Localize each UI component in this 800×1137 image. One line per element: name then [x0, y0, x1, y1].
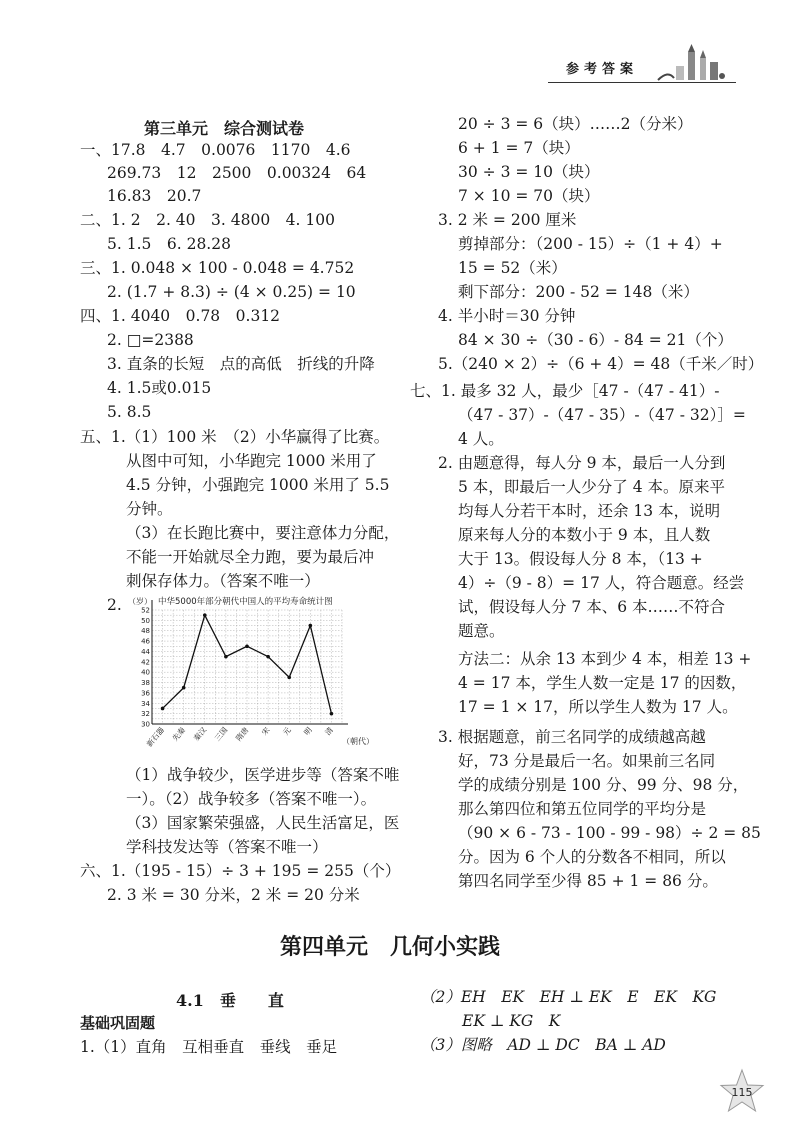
chart-y-tick-label: 40 — [141, 668, 150, 677]
answer-line: （3）国家繁荣强盛，人民生活富足，医 — [126, 814, 400, 832]
answer-line: 5. 1.5 6. 28.28 — [107, 235, 231, 253]
answer-line: 剪掉部分：（200 - 15）÷（1 + 4）+ — [458, 235, 723, 253]
answer-line: （3）图略 AD ⊥ DC BA ⊥ AD — [420, 1036, 666, 1054]
answer-line: （3）在长跑比赛中，要注意体力分配， — [126, 524, 400, 542]
chart-y-tick-label: 50 — [141, 616, 150, 625]
answer-line: 五、1.（1）100 米 （2）小华赢得了比赛。 — [80, 428, 390, 446]
chart-ylabel: （岁） — [128, 597, 152, 606]
answer-line: 分。因为 6 个人的分数各不相同，所以 — [458, 848, 726, 866]
answer-line: 17 = 1 × 17，所以学生人数为 17 人。 — [458, 698, 738, 716]
answer-line: （90 × 6 - 73 - 100 - 99 - 98）÷ 2 = 85 — [458, 824, 761, 842]
answer-line: 4. 半小时＝30 分钟 — [438, 307, 576, 325]
answer-line: 15 = 52（米） — [458, 259, 567, 277]
chart-point — [182, 686, 186, 690]
answer-line: 16.83 20.7 — [107, 187, 202, 205]
answer-line: 从图中可知，小华跑完 1000 米用了 — [126, 452, 377, 470]
answer-line: 一）。（2）战争较多（答案不唯一）。 — [126, 790, 377, 808]
answer-line: 六、1.（195 - 15）÷ 3 + 195 = 255（个） — [80, 862, 401, 880]
chart-y-tick-label: 52 — [141, 606, 150, 615]
answer-line: 学的成绩分别是 100 分、99 分、98 分， — [458, 776, 749, 794]
chart-xlabel: （朝代） — [342, 737, 374, 746]
answer-line: 一、17.8 4.7 0.0076 1170 4.6 — [80, 141, 351, 159]
chart-x-ticks — [144, 724, 335, 748]
answer-line: 4 人。 — [458, 430, 504, 448]
answer-line: 学科技发达等（答案不唯一） — [126, 838, 328, 856]
answer-line: 5.（240 × 2）÷（6 + 4）= 48（千米／时） — [438, 355, 764, 373]
answer-line: 分钟。 — [126, 500, 173, 518]
answer-line: 方法二：从余 13 本到少 4 本，相差 13 + — [458, 650, 752, 668]
chart-y-tick-label: 36 — [141, 689, 150, 698]
chart-x-tick-label: 新石器 — [144, 725, 167, 749]
chart-title: 中华5000年部分朝代中国人的平均寿命统计图 — [158, 597, 333, 607]
answer-line: 第四名同学至少得 85 + 1 = 86 分。 — [458, 872, 718, 890]
answer-line: 2. □=2388 — [107, 331, 194, 349]
chart-x-tick-label: 隋唐 — [233, 725, 251, 743]
answer-line: 大于 13。假设每人分 8 本，（13 + — [458, 550, 703, 568]
page-number-badge — [718, 1068, 766, 1116]
chart-y-tick-label: 30 — [141, 720, 150, 729]
answer-line: 刺保存体力。（答案不唯一） — [126, 572, 320, 590]
answer-line: 1.（1）直角 互相垂直 垂线 垂足 — [80, 1038, 338, 1056]
answer-line: 269.73 12 2500 0.00324 64 — [107, 164, 367, 182]
life-expectancy-chart — [128, 594, 388, 754]
answer-line: 7 × 10 = 70（块） — [458, 187, 600, 205]
answer-line: （1）战争较少，医学进步等（答案不唯 — [126, 766, 400, 784]
chart-point — [224, 655, 228, 659]
pencil-decoration-icon — [654, 44, 740, 84]
chart-y-tick-label: 34 — [141, 699, 150, 708]
section-title: 4.1 垂 直 — [176, 991, 284, 1010]
answer-line: 2. 由题意得，每人分 9 本，最后一人分到 — [438, 454, 726, 472]
answer-line: 5 本，即最后一人少分了 4 本。原来平 — [458, 478, 726, 496]
chart-x-tick-label: 明 — [302, 725, 314, 738]
unit4-title: 第四单元 几何小实践 — [280, 935, 501, 960]
chart-point — [287, 676, 291, 680]
unit3-title: 第三单元 综合测试卷 — [144, 119, 305, 138]
chart-y-tick-label: 38 — [141, 679, 150, 688]
answer-line: （2）EH EK EH ⊥ EK E EK KG — [420, 988, 717, 1006]
answer-line: 3. 2 米 = 200 厘米 — [438, 211, 577, 229]
chart-point — [266, 655, 270, 659]
answer-line: （47 - 37）-（47 - 35）-（47 - 32）］= — [458, 406, 746, 424]
answer-line: 5. 8.5 — [107, 403, 152, 421]
answer-line: 七、1. 最多 32 人，最少［47 -（47 - 41）- — [410, 382, 720, 400]
chart-point — [330, 712, 334, 716]
answer-line: 试，假设每人分 7 本、6 本……不符合 — [458, 598, 726, 616]
chart-point — [309, 624, 313, 628]
chart-x-tick-label: 元 — [281, 725, 293, 738]
chart-y-tick-label: 44 — [141, 647, 150, 656]
answer-line: 三、1. 0.048 × 100 - 0.048 = 4.752 — [80, 259, 355, 277]
answer-line: 剩下部分：200 - 52 = 148（米） — [458, 283, 699, 301]
chart-point — [161, 707, 165, 711]
answer-line: 6 + 1 = 7（块） — [458, 139, 580, 157]
answer-line: 原来每人分的本数小于 9 本，且人数 — [458, 526, 711, 544]
answer-line: 不能一开始就尽全力跑，要为最后冲 — [126, 548, 375, 566]
header-label: 参考答案 — [566, 62, 639, 77]
answer-line: 30 ÷ 3 = 10（块） — [458, 163, 600, 181]
chart-y-tick-label: 42 — [141, 658, 150, 667]
chart-point — [203, 613, 207, 617]
chart-x-tick-label: 清 — [323, 725, 335, 738]
answer-line: 2. — [107, 596, 122, 614]
chart-x-tick-label: 先秦 — [170, 725, 188, 743]
answer-line: 二、1. 2 2. 40 3. 4800 4. 100 — [80, 211, 335, 229]
answer-line: 20 ÷ 3 = 6（块）……2（分米） — [458, 115, 693, 133]
answer-line: 3. 直条的长短 点的高低 折线的升降 — [107, 355, 375, 373]
answer-line: 好，73 分是最后一名。如果前三名同 — [458, 752, 716, 770]
answer-line: 4 = 17 本，学生人数一定是 17 的因数， — [458, 674, 747, 692]
chart-y-ticks — [141, 607, 150, 729]
chart-y-tick-label: 46 — [141, 637, 150, 646]
chart-x-tick-label: 三国 — [212, 725, 230, 743]
answer-line: 2. (1.7 + 8.3) ÷ (4 × 0.25) = 10 — [107, 283, 356, 301]
answer-line: 均每人分若干本时，还余 13 本，说明 — [458, 502, 721, 520]
answer-line: 四、1. 4040 0.78 0.312 — [80, 307, 281, 325]
answer-line: 2. 3 米 = 30 分米，2 米 = 20 分米 — [107, 886, 360, 904]
page-number: 115 — [731, 1086, 753, 1099]
answer-line: 那么第四位和第五位同学的平均分是 — [458, 800, 707, 818]
chart-grid — [152, 610, 342, 724]
answer-line: 84 × 30 ÷（30 - 6）- 84 = 21（个） — [458, 331, 733, 349]
answer-line: EK ⊥ KG K — [462, 1012, 561, 1030]
chart-x-tick-label: 宋 — [259, 725, 272, 738]
answer-line: 3. 根据题意，前三名同学的成绩越高越 — [438, 728, 706, 746]
answer-line: 题意。 — [458, 622, 505, 640]
answer-line: 4）÷（9 - 8）= 17 人，符合题意。经尝 — [458, 574, 745, 592]
answer-line: 4.5 分钟，小强跑完 1000 米用了 5.5 — [126, 476, 390, 494]
chart-point — [245, 644, 249, 648]
chart-y-tick-label: 48 — [141, 627, 150, 636]
answer-line: 4. 1.5或0.015 — [107, 379, 212, 397]
subsection-title: 基础巩固题 — [80, 1014, 156, 1032]
chart-x-tick-label: 秦汉 — [191, 725, 209, 743]
chart-y-tick-label: 32 — [141, 710, 150, 719]
